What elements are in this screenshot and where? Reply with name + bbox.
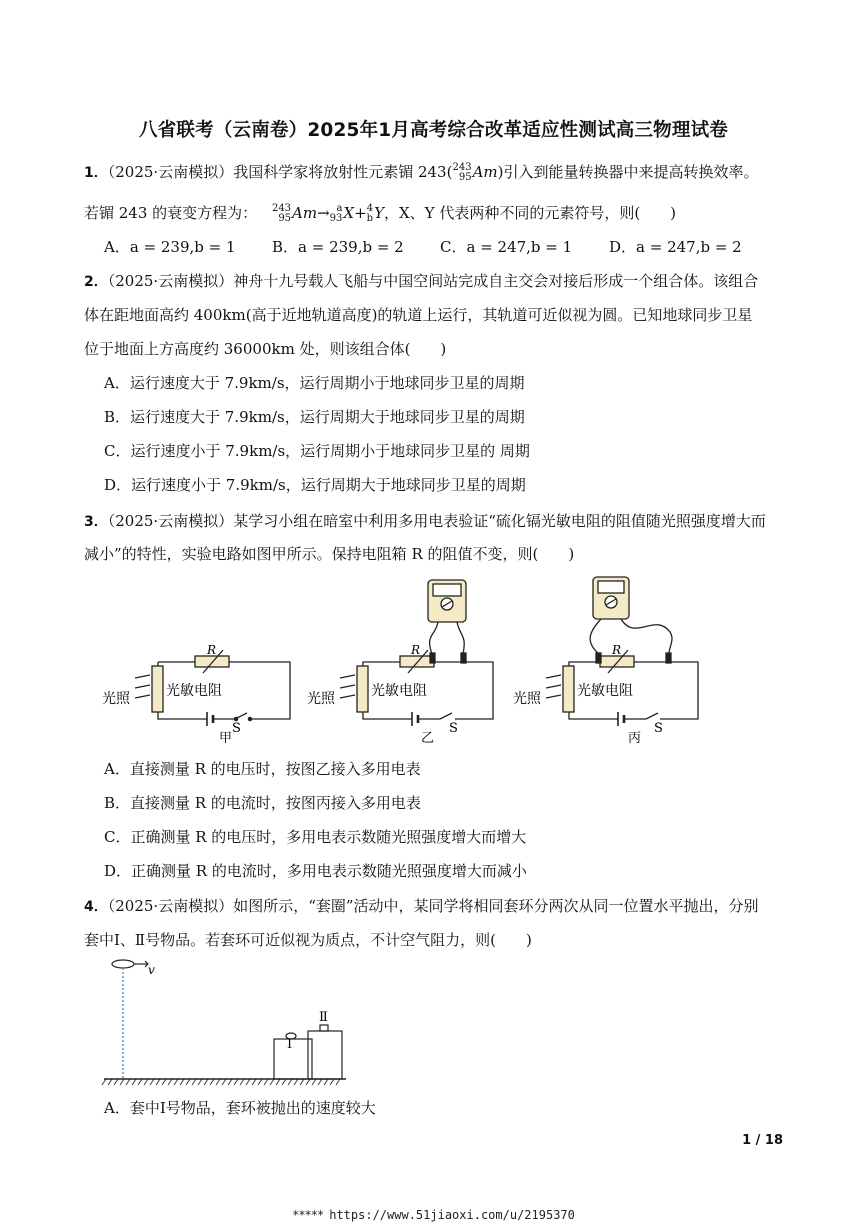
q3-option-a[interactable]: A．直接测量 R 的电压时，按图乙接入多用电表: [104, 760, 421, 778]
q2-option-c[interactable]: C．运行速度小于 7.9km/s，运行周期小于地球同步卫星的 周期: [104, 442, 530, 460]
question-1-line-2: 若镅 243 的衰变方程为： 243 95 Am→ a 93 X+ 4 b Y，X、Y 代表两种不同的元素符号，则( ): [84, 203, 677, 224]
svg-text:光敏电阻: 光敏电阻: [577, 683, 633, 699]
question-2-line-3: 位于地面上方高度约 36000km 处，则该组合体( ): [84, 340, 447, 358]
q1-option-b[interactable]: B．a = 239,b = 2: [272, 238, 404, 256]
question-4-line-2: 套中Ⅰ、Ⅱ号物品。若套环可近似视为质点，不计空气阻力，则( ): [84, 931, 532, 949]
caption-yi: 乙: [421, 731, 435, 746]
footer: ***** https://www.51jiaoxi.com/u/2195370: [292, 1208, 575, 1222]
q3-option-b[interactable]: B．直接测量 R 的电流时，按图丙接入多用电表: [104, 794, 421, 812]
page-title: 八省联考（云南卷）2025年1月高考综合改革适应性测试高三物理试卷: [139, 120, 728, 141]
svg-text:S: S: [449, 721, 458, 736]
q3-option-c[interactable]: C．正确测量 R 的电压时，多用电表示数随光照强度增大而增大: [104, 828, 527, 846]
q1-option-c[interactable]: C．a = 247,b = 1: [440, 238, 573, 256]
question-1-line-1: 1．（2025·云南模拟）我国科学家将放射性元素镅 243( 243 95 Am)引入到能量转换器中来提高转换效率。: [84, 162, 759, 183]
circuit-figure: [95, 572, 715, 750]
light-label: 光照: [102, 691, 130, 707]
svg-text:R: R: [612, 643, 622, 657]
item-1-label: Ⅰ: [287, 1037, 293, 1052]
q2-option-b[interactable]: B．运行速度大于 7.9km/s，运行周期大于地球同步卫星的周期: [104, 408, 525, 426]
q1-option-a[interactable]: A．a = 239,b = 1: [104, 238, 236, 256]
switch-label: S: [232, 721, 241, 736]
r-label: R: [207, 643, 217, 657]
ring-toss-figure: [100, 955, 360, 1090]
question-2-line-2: 体在距地面高约 400km(高于近地轨道高度)的轨道上运行，其轨道可近似视为圆。已知地球同步卫星: [84, 306, 753, 324]
item-2-label: Ⅱ: [319, 1010, 328, 1025]
question-3-line-1: 3．（2025·云南模拟）某学习小组在暗室中利用多用电表验证“硫化镉光敏电阻的阻值随光照强度增大而: [84, 512, 766, 530]
question-source: （2025·云南模拟）: [107, 163, 234, 181]
q2-option-a[interactable]: A．运行速度大于 7.9km/s，运行周期小于地球同步卫星的周期: [104, 374, 525, 392]
question-3-line-2: 减小”的特性，实验电路如图甲所示。保持电阻箱 R 的阻值不变，则( ): [84, 545, 575, 563]
caption-bing: 丙: [628, 731, 642, 746]
isotope-numbers: 243 95: [452, 162, 472, 183]
svg-text:光敏电阻: 光敏电阻: [371, 683, 427, 699]
velocity-label: v: [148, 963, 155, 977]
question-number: 1．: [84, 165, 108, 181]
page-number: 1 / 18: [742, 1133, 783, 1148]
svg-text:S: S: [654, 721, 663, 736]
caption-jia: 甲: [219, 731, 233, 746]
svg-text:光照: 光照: [513, 691, 541, 707]
svg-text:光照: 光照: [307, 691, 335, 707]
sensor-label: 光敏电阻: [166, 683, 222, 699]
q1-option-d[interactable]: D．a = 247,b = 2: [609, 238, 742, 256]
question-4-line-1: 4．（2025·云南模拟）如图所示，“套圈”活动中，某同学将相同套环分两次从同一位置水平抛出，分别: [84, 897, 759, 915]
q4-option-a[interactable]: A．套中Ⅰ号物品，套环被抛出的速度较大: [104, 1099, 376, 1117]
q2-option-d[interactable]: D．运行速度小于 7.9km/s，运行周期大于地球同步卫星的周期: [104, 476, 526, 494]
svg-text:R: R: [411, 643, 421, 657]
circuit-bing: [546, 577, 698, 726]
q3-option-d[interactable]: D．正确测量 R 的电流时，多用电表示数随光照强度增大而减小: [104, 862, 527, 880]
question-2-line-1: 2．（2025·云南模拟）神舟十九号载人飞船与中国空间站完成自主交会对接后形成一个组合体。该组合: [84, 272, 759, 290]
footer-url[interactable]: https://www.51jiaoxi.com/u/2195370: [329, 1208, 575, 1222]
